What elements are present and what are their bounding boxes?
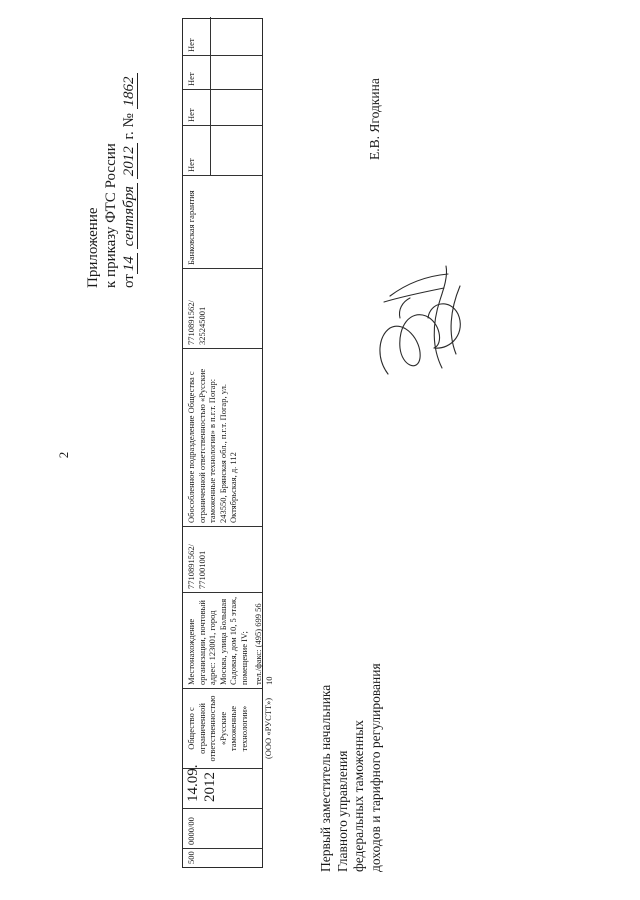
cell-row-number: 500 xyxy=(183,848,262,867)
phone-text: тел./факс: (495) 699 56 10 xyxy=(253,603,274,685)
date-month: сентября xyxy=(121,183,138,249)
appendix-header xyxy=(84,28,138,288)
cell-answer-2: Нет xyxy=(183,89,262,125)
cell-location xyxy=(183,592,274,688)
date-year: 2012 xyxy=(121,143,138,179)
appendix-title: Приложение xyxy=(85,207,101,288)
date-year-value: 2012 xyxy=(202,772,218,802)
position-line-1: Первый заместитель начальника xyxy=(318,684,333,872)
page-number: 2 xyxy=(56,451,71,459)
year-suffix: г. xyxy=(121,131,137,140)
date-day: 14 xyxy=(121,253,138,274)
registry-table-row xyxy=(182,18,274,868)
date-day-month: 14.09. xyxy=(185,764,201,802)
order-number: 1862 xyxy=(121,73,138,109)
cell-date xyxy=(183,764,262,808)
cell-organization xyxy=(183,688,273,768)
signer-name: Е.В. Ягодкина xyxy=(367,78,382,160)
location-text: Местонахождение организации, почтовый адрес: 123001, город Москва, улица Большая Садовая, дом 10, 5 этаж, помещение IV; xyxy=(186,596,249,685)
cell-answer-1: Нет xyxy=(183,125,262,175)
date-prefix: от xyxy=(121,274,137,288)
position-line-2: Главного управления xyxy=(334,750,350,872)
cell-answer-3: Нет xyxy=(183,55,262,89)
cell-branch: Обособленное подразделение Общества с ограниченной ответственностью «Русские таможенные технологии» в п.г.т. Погар: 243550, Брянская обл., п.г.т. Погар, ул. Октябрьская, д. 112 xyxy=(183,348,262,526)
handwritten-signature xyxy=(370,258,480,388)
organization-abbr: (ООО «РУСТТ») xyxy=(263,697,273,760)
table-inner-divider xyxy=(210,17,211,175)
appendix-date-line xyxy=(120,28,138,288)
organization-name: Общество с ограниченной ответственностью «Русские таможенные технологии» xyxy=(186,695,249,762)
cell-code: 0000/00 xyxy=(183,808,262,848)
cell-branch-inn-kpp: 7710891562/ 325245001 xyxy=(183,268,262,348)
cell-answer-4: Нет xyxy=(186,38,196,52)
position-line-3: федеральных таможенных xyxy=(351,719,366,872)
number-sign: № xyxy=(121,113,137,128)
appendix-order-line: к приказу ФТС России xyxy=(103,143,119,288)
cell-security: Банковская гарантия xyxy=(183,175,262,268)
cell-inn-kpp: 7710891562/ 771001001 xyxy=(183,526,262,592)
signer-position xyxy=(318,512,384,872)
position-line-4: доходов и тарифного регулирования xyxy=(367,663,383,872)
